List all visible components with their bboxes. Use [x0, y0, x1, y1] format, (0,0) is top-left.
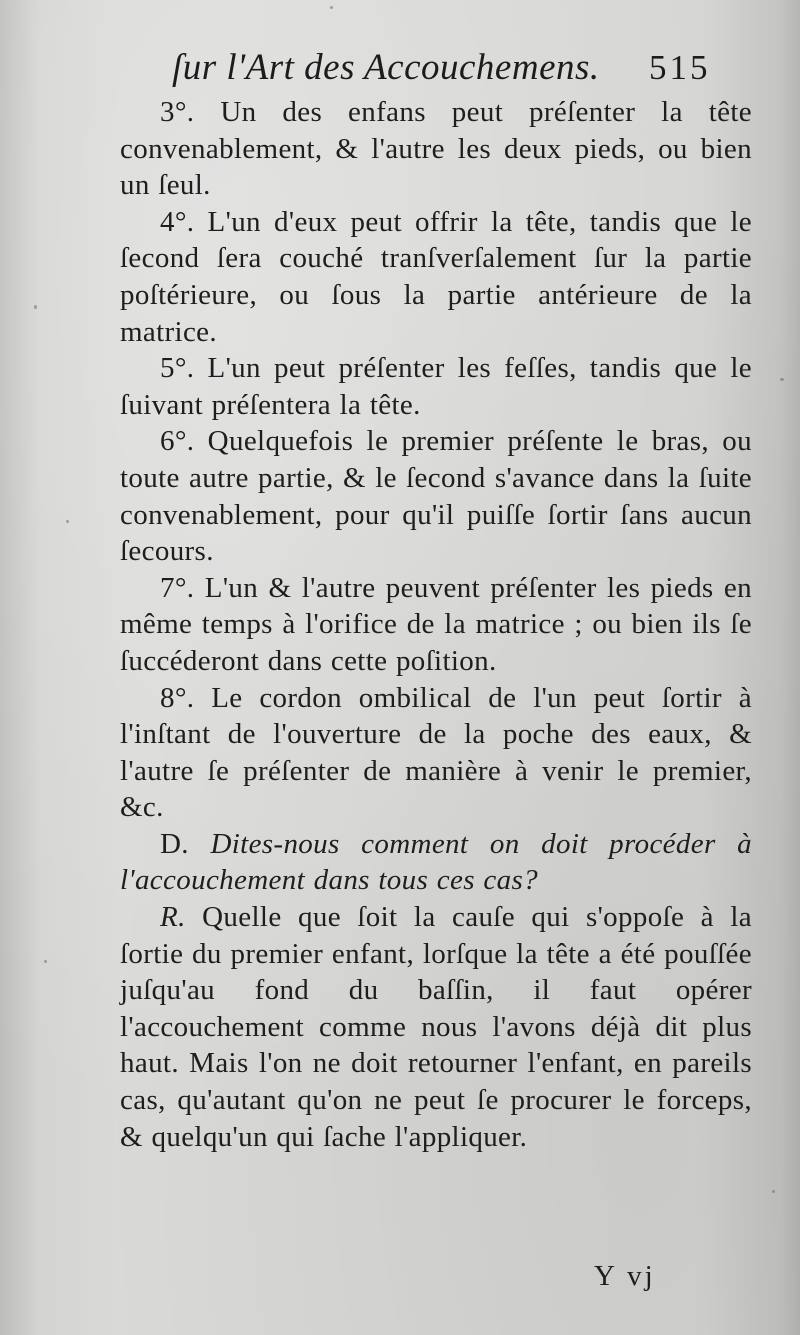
ink-speck [66, 520, 69, 523]
body-text [120, 94, 752, 1155]
ink-speck [44, 960, 47, 963]
paragraph-item-6: 6°. Quelquefois le premier préſente le bras, ou toute autre partie, & le ſecond s'avance dans la ſuite convenablement, pour qu'il puiſſe ſortir ſans aucun ſecours. [120, 425, 752, 568]
ink-speck [330, 6, 333, 9]
paragraph-item-7: 7°. L'un & l'autre peuvent préſenter les pieds en même temps à l'orifice de la matrice ; ou bien ils ſe ſuccéderont dans cette poſition. [120, 571, 752, 677]
paragraph-item-3: 3°. Un des enfans peut préſenter la tête convenablement, & l'autre les deux pieds, ou bien un ſeul. [120, 96, 752, 202]
reply-label: R. [160, 901, 186, 934]
reply-paragraph [120, 899, 752, 1155]
page-header [172, 46, 772, 96]
running-title: ſur l'Art des Accouchemens. [172, 47, 600, 88]
paragraph-item-5: 5°. L'un peut préſenter les feſſes, tandis que le ſuivant préſentera la tête. [120, 352, 752, 421]
question-label: D. [160, 827, 189, 860]
ink-speck [772, 1190, 775, 1193]
paragraph-item-4: 4°. L'un d'eux peut offrir la tête, tandis que le ſecond ſera couché tranſverſalement ſur la partie poſtérieure, ou ſous la partie antérieure de la matrice. [120, 205, 752, 348]
ink-speck [780, 378, 784, 381]
signature-mark: Y vj [594, 1260, 656, 1292]
paragraph-item-8: 8°. Le cordon ombilical de l'un peut ſortir à l'inſtant de l'ouverture de la poche des eaux, & l'autre ſe préſenter de manière à venir le premier, &c. [120, 681, 752, 824]
ink-speck [34, 305, 37, 309]
question-paragraph [120, 826, 752, 899]
question-text: Dites-nous comment on doit procéder à l'accouchement dans tous ces cas? [120, 827, 752, 897]
reply-text: Quelle que ſoit la cauſe qui s'oppoſe à la ſortie du premier enfant, lorſque la tête a été pouſſée juſqu'au fond du baſſin, il faut opérer l'accouchement comme nous l'avons déjà dit plus haut. Mais l'on ne doit retourner l'enfant, en pareils cas, qu'autant qu'on ne peut ſe procurer le forceps, & quelqu'un qui ſache l'appliquer. [120, 901, 752, 1153]
page-number: 515 [649, 48, 711, 87]
